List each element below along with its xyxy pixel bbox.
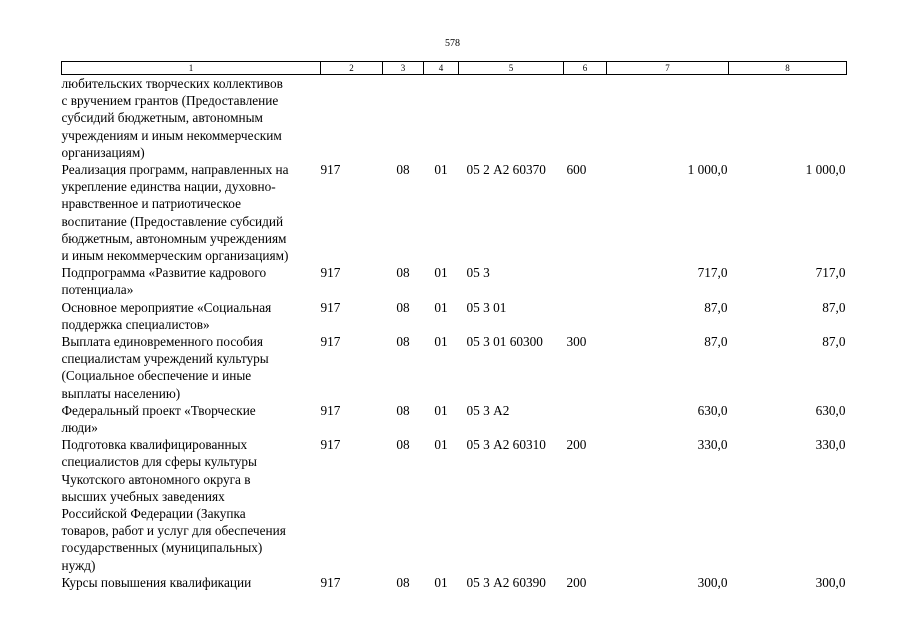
row-expense-type (564, 402, 607, 436)
row-target-code: 05 3 (466, 265, 490, 281)
table-row (62, 574, 847, 591)
header-col-5: 5 (459, 62, 564, 75)
row-ministry-code: 917 (320, 265, 341, 281)
row-subsection: 01 (434, 334, 448, 350)
row-section (383, 75, 424, 162)
row-expense-type: 200 (566, 437, 587, 453)
row-description: Курсы повышения квалификации (61, 574, 252, 590)
row-amount-2 (729, 75, 847, 162)
row-amount-2: 1 000,0 (805, 162, 846, 178)
row-amount-1: 300,0 (697, 574, 728, 590)
header-col-8: 8 (729, 62, 847, 75)
row-subsection: 01 (434, 299, 448, 315)
row-description: Реализация программ, направленных на укрепление единства нации, духовно- нравственное и патриотическое воспитание (Предоставление субсидий бюджетным, автономным учреждениям и иным некоммерческим организациям) (61, 162, 289, 264)
row-expense-type (564, 75, 607, 162)
row-ministry-code: 917 (320, 574, 341, 590)
header-col-1: 1 (62, 62, 321, 75)
row-ministry-code: 917 (320, 299, 341, 315)
row-description: Подготовка квалифицированных специалистов для сферы культуры Чукотского автономного округа в высших учебных заведениях Российской Федерации (Закупка товаров, работ и услуг для обеспечения государственных (муниципальных) нужд) (61, 437, 286, 573)
row-amount-1 (607, 75, 729, 162)
row-target-code: 05 3 А2 60310 (466, 437, 546, 453)
row-target-code: 05 3 01 60300 (466, 334, 543, 350)
row-target-code: 05 3 А2 (466, 402, 510, 418)
row-amount-1: 87,0 (704, 299, 728, 315)
table-row (62, 161, 847, 264)
header-col-6: 6 (564, 62, 607, 75)
row-section: 08 (396, 334, 410, 350)
row-amount-1: 717,0 (697, 265, 728, 281)
row-description: Подпрограмма «Развитие кадрового потенциала» (61, 265, 267, 298)
row-section: 08 (396, 574, 410, 590)
row-expense-type (564, 299, 607, 333)
row-subsection: 01 (434, 162, 448, 178)
row-subsection: 01 (434, 402, 448, 418)
row-expense-type: 300 (566, 334, 587, 350)
row-expense-type (564, 264, 607, 298)
table-row (62, 264, 847, 298)
page-number: 578 (445, 38, 460, 49)
row-expense-type: 200 (566, 574, 587, 590)
header-col-7: 7 (607, 62, 729, 75)
header-row (62, 62, 847, 75)
row-amount-2: 87,0 (822, 334, 846, 350)
row-section: 08 (396, 402, 410, 418)
row-description: любительских творческих коллективов с вручением грантов (Предоставление субсидий бюджетным, автономным учреждениям и иным некоммерческим организациям) (61, 76, 283, 160)
row-amount-1: 330,0 (697, 437, 728, 453)
row-target-code: 05 3 А2 60390 (466, 574, 546, 590)
table-row (62, 436, 847, 574)
row-description: Выплата единовременного пособия специалистам учреждений культуры (Социальное обеспечение и иные выплаты населению) (61, 334, 269, 401)
row-amount-2: 630,0 (815, 402, 846, 418)
header-col-2: 2 (321, 62, 383, 75)
row-amount-1: 87,0 (704, 334, 728, 350)
row-subsection (424, 75, 459, 162)
row-section: 08 (396, 437, 410, 453)
header-col-3: 3 (383, 62, 424, 75)
row-subsection: 01 (434, 437, 448, 453)
row-ministry-code: 917 (320, 437, 341, 453)
table-row (62, 299, 847, 333)
row-ministry-code: 917 (320, 162, 341, 178)
row-amount-2: 330,0 (815, 437, 846, 453)
row-target-code: 05 2 А2 60370 (466, 162, 546, 178)
row-description: Федеральный проект «Творческие люди» (61, 402, 256, 436)
row-ministry-code: 917 (320, 402, 341, 418)
row-ministry-code: 917 (320, 334, 341, 350)
budget-table (61, 61, 847, 591)
row-amount-1: 630,0 (697, 402, 728, 418)
row-amount-2: 717,0 (815, 265, 846, 281)
row-amount-2: 300,0 (815, 574, 846, 590)
row-section: 08 (396, 265, 410, 281)
row-amount-2: 87,0 (822, 299, 846, 315)
row-target-code: 05 3 01 (466, 299, 507, 315)
row-expense-type: 600 (566, 162, 587, 178)
row-amount-1: 1 000,0 (687, 162, 728, 178)
table-row (62, 402, 847, 436)
header-col-4: 4 (424, 62, 459, 75)
row-subsection: 01 (434, 265, 448, 281)
table-row (62, 333, 847, 402)
row-description: Основное мероприятие «Социальная поддержка специалистов» (61, 299, 272, 332)
table-row (62, 75, 847, 162)
row-ministry-code (321, 75, 383, 162)
row-section: 08 (396, 162, 410, 178)
row-subsection: 01 (434, 574, 448, 590)
row-target-code (459, 75, 564, 162)
row-section: 08 (396, 299, 410, 315)
